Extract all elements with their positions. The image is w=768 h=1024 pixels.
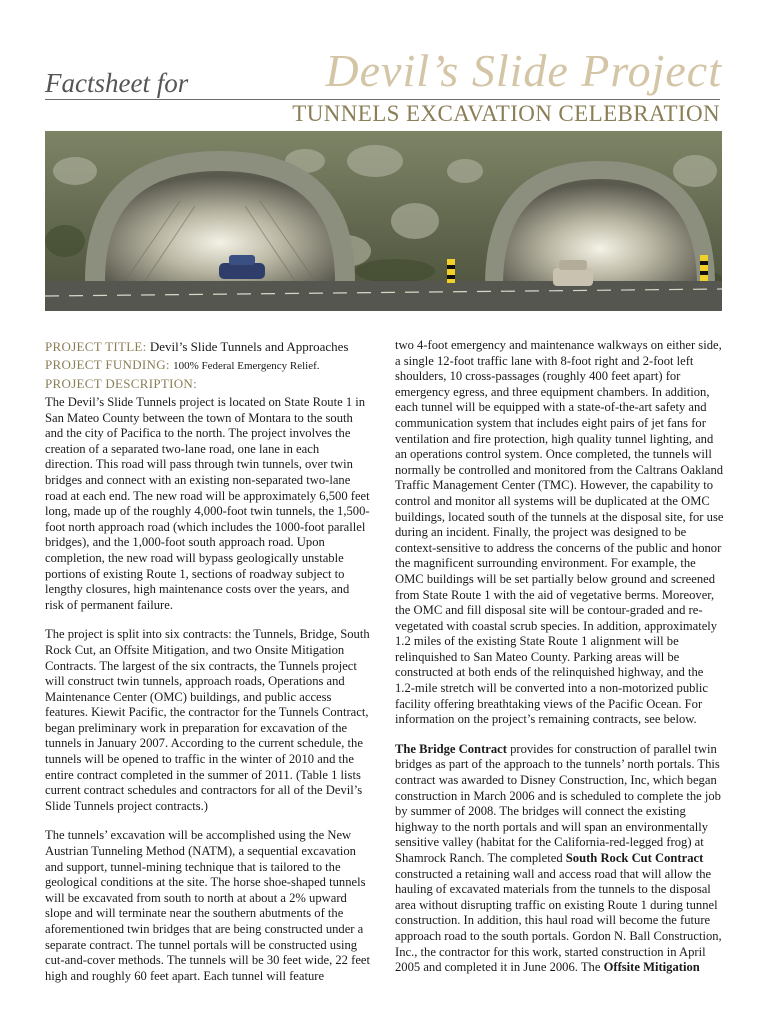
left-paragraph-3: The tunnels’ excavation will be accomplished using the New Austrian Tunneling Method (NATM), a sequential excavation and support, tunnel-mining technique that is tailored to the geological conditions at the site. The horse shoe-shaped tunnels will be excavated from south to north at about a 2% upward slope and will terminate near the southern abutments of the aforementioned twin bridges that are being constructed under a separate contract. The tunnel portals will be constructed using cut-and-cover methods. The tunnels will be 30 feet wide, 22 feet high and roughly 60 feet apart. Each tunnel will feature	[45, 828, 371, 983]
header-rule	[45, 99, 720, 100]
left-paragraph-2: The project is split into six contracts: the Tunnels, Bridge, South Rock Cut, an Offsite Mitigation, and two Onsite Mitigation Contracts. The largest of the six contracts, the Tunnels project will construct twin tunnels, approach roads, Operations and Maintenance Center (OMC) buildings, and public access features. Kiewit Pacific, the contractor for the Tunnels Contract, began preliminary work in preparation for excavation of the tunnels in January 2007. According to the current schedule, the tunnels will be opened to traffic in the winter of 2010 and the entire contract completed in the summer of 2011. (Table 1 lists current contract schedules and contractors for all of the Devil’s Slide Tunnels project contracts.)	[45, 627, 370, 813]
right-paragraph-1: two 4-foot emergency and maintenance walkways on either side, a single 12-foot traffic lane with 8-foot right and 2-foot left shoulders, 10 cross-passages (roughly 400 feet apart) for emergency egress, and three equipment chambers. In addition, each tunnel will be equipped with a state-of-the-art safety and communication system that includes eight pairs of jet fans for ventilation and fire protection, high quality tunnel lighting, and an operations control system. Once completed, the tunnels will normally be controlled and monitored from the Caltrans Oakland Traffic Management Center (TMC). However, the capability to control and monitor all systems will be duplicated at the OMC buildings, located south of the tunnels at the disposal site, for use during an incident. Finally, the project was designed to be context-sensitive to address the concerns of the public and honor the magnificent surrounding environment. For example, the OMC buildings will be set partially below ground and screened from State Route 1 with the aid of vegetative berms. Moreover, the OMC and fill disposal site will be contour-graded and re-vegetated with coastal scrub species. In addition, approximately 1.2 miles of the existing State Route 1 alignment will be relinquished to San Mateo County. Parking areas will be constructed at both ends of the relinquished highway, and the 1.2-mile stretch will be converted into a non-motorized public facility offering breathtaking views of the Pacific Ocean. For information on the project’s remaining contracts, see below.	[395, 338, 724, 727]
left-paragraph-1: The Devil’s Slide Tunnels project is located on State Route 1 in San Mateo County between the town of Montara to the south and the city of Pacifica to the north. The project involves the creation of a separated two-lane road, one lane in each direction. This road will pass through twin tunnels, over twin bridges and connect with an existing non-separated two-lane road at each end. The new road will be approximately 6,500 feet long, made up of the roughly 4,000-foot twin tunnels, the 1,500-foot north approach road (which includes the 1000-foot parallel bridges), and the 1,000-foot south approach road. Upon completion, the new road will bypass geologically unstable portions of existing Route 1, sections of roadway subject to lengthy closures, high maintenance costs over the years, and risk of permanent failure.	[45, 395, 370, 612]
header-factsheet-label: Factsheet for	[45, 68, 189, 98]
tunnel-portals-illustration-icon	[45, 131, 722, 311]
right-column	[395, 338, 725, 976]
project-title-line	[45, 338, 370, 356]
project-funding-value: 100% Federal Emergency Relief.	[173, 360, 320, 372]
south-rock-cut-heading: South Rock Cut Contract	[565, 851, 704, 865]
south-rock-cut-text: constructed a retaining wall and access road that will allow the hauling of excavated materials from the tunnels to the disposal area without disrupting traffic on existing Route 1 during tunnel construction. In addition, this haul road will become the future approach road to the south portals. Gordon N. Ball Construction, Inc., the contractor for this work, started construction in April 2005 and completed it in June 2006. The	[395, 866, 722, 975]
right-paragraph-2	[395, 742, 725, 976]
bridge-contract-text: provides for construction of parallel twin bridges as part of the approach to the tunnels’ north portals. This contract was awarded to Disney Construction, Inc, which began construction in March 2006 and is scheduled to complete the job by summer of 2008. The bridges will connect the existing highway to the north portals and will span an environmentally sensitive valley (habitat for the California-red-legged frog) at Shamrock Ranch. The completed	[395, 741, 721, 865]
project-description-line	[45, 375, 370, 393]
project-funding-line	[45, 356, 370, 375]
hero-tunnel-illustration	[45, 131, 722, 311]
car-icon	[553, 260, 593, 286]
bridge-contract-heading: The Bridge Contract	[395, 741, 507, 756]
project-title-label: PROJECT TITLE:	[45, 339, 147, 354]
project-title-value: Devil’s Slide Tunnels and Approaches	[149, 339, 349, 354]
offsite-mitigation-heading: Offsite Mitigation	[603, 960, 700, 975]
project-funding-label: PROJECT FUNDING:	[45, 357, 170, 372]
left-column	[45, 338, 370, 984]
project-description-label: PROJECT DESCRIPTION:	[45, 376, 198, 391]
header-project-name: Devil’s Slide Project	[325, 45, 722, 96]
header-subtitle: TUNNELS EXCAVATION CELEBRATION	[292, 101, 720, 126]
